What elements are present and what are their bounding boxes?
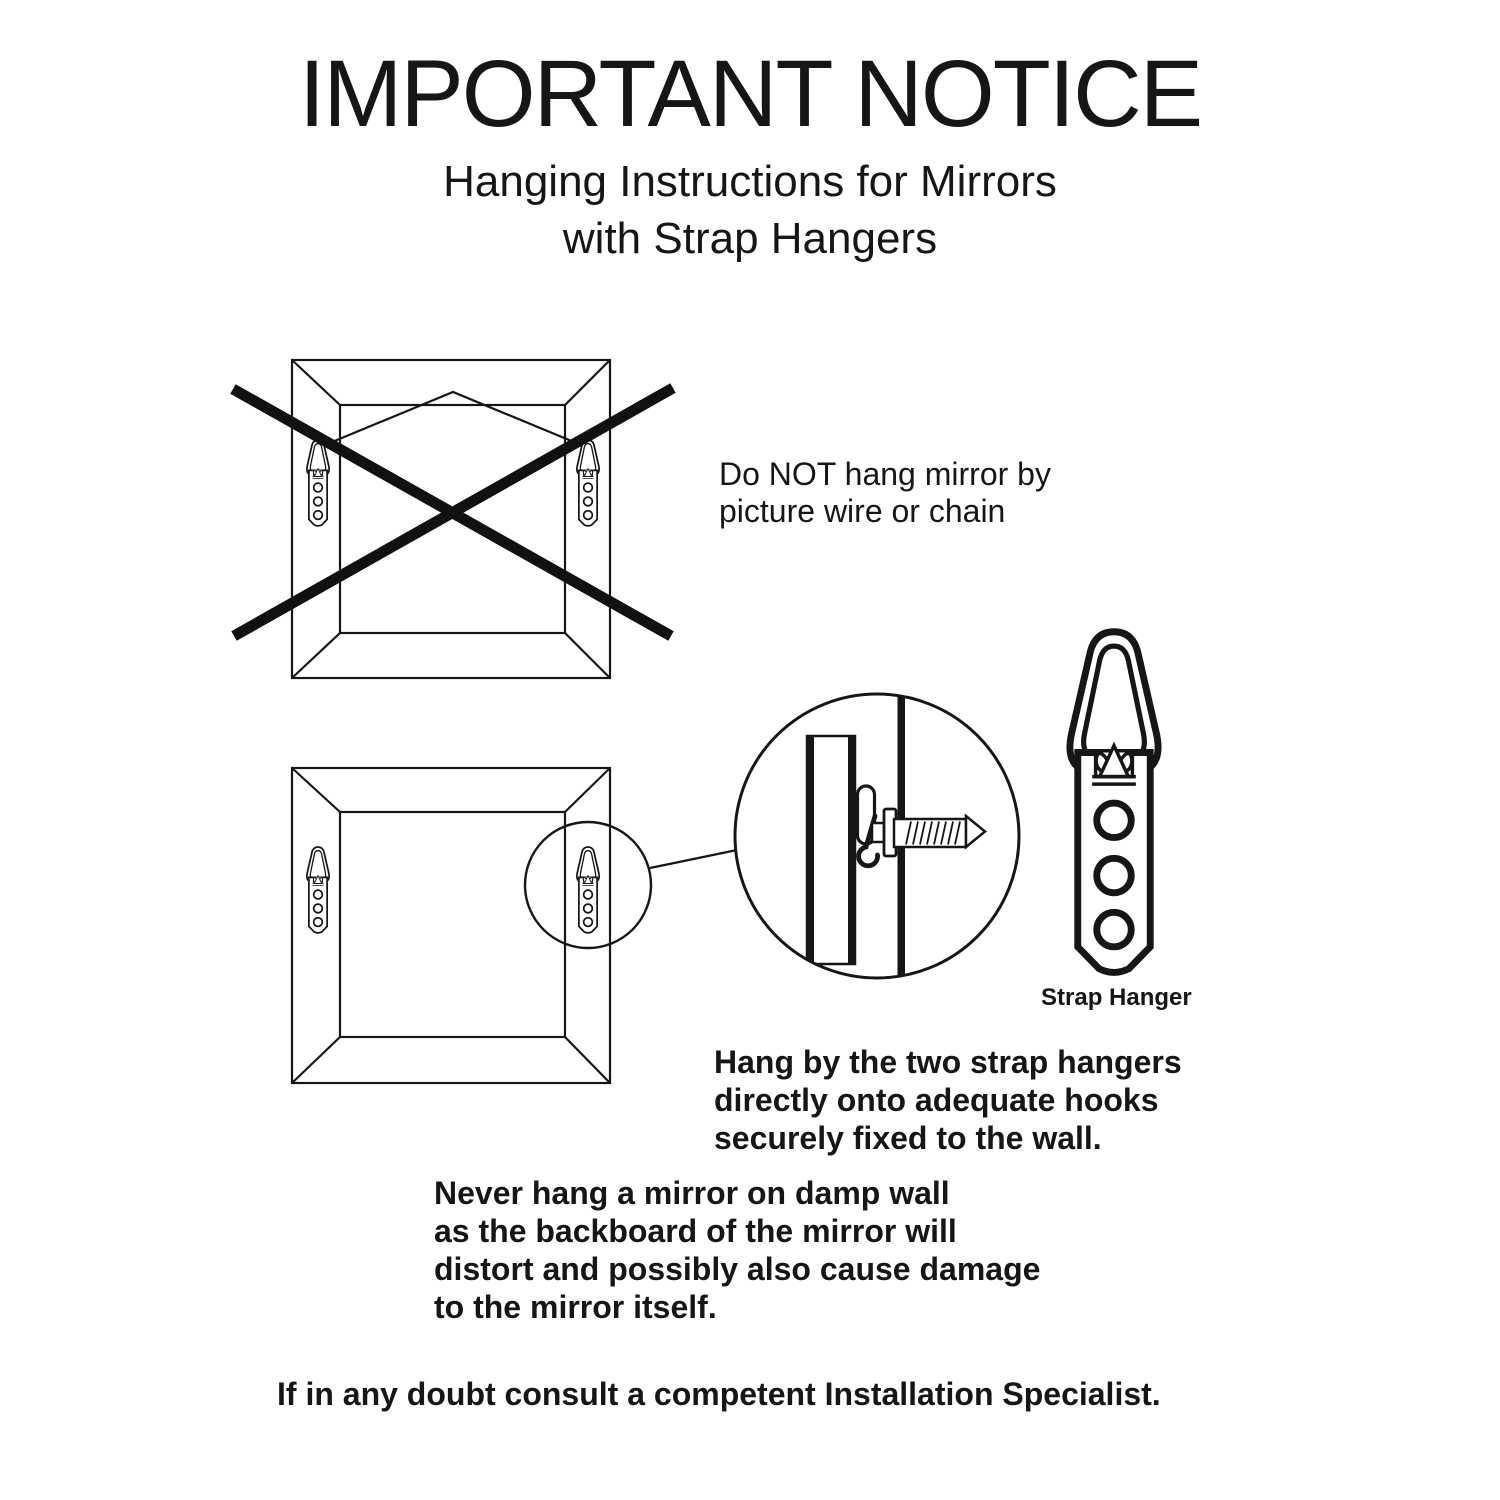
note-line: picture wire or chain xyxy=(719,493,1006,529)
note-line: distort and possibly also cause damage xyxy=(434,1251,1041,1287)
frame-cross-section xyxy=(807,736,855,964)
mirror-frame-inner xyxy=(340,812,565,1037)
note-line: as the backboard of the mirror will xyxy=(434,1213,957,1249)
note-line: directly onto adequate hooks xyxy=(714,1082,1159,1118)
strap-hanger-icon xyxy=(577,847,599,933)
subtitle-line-2: with Strap Hangers xyxy=(562,214,938,263)
note-hang-by-straps xyxy=(714,1043,1182,1157)
note-line: Do NOT hang mirror by xyxy=(719,456,1051,492)
correct-mirror-diagram xyxy=(292,768,610,1083)
strap-hanger-icon xyxy=(307,847,329,933)
note-do-not-hang xyxy=(719,456,1051,530)
callout-connector-line xyxy=(650,850,737,868)
page-subtitle xyxy=(0,153,1500,267)
note-line: Never hang a mirror on damp wall xyxy=(434,1175,950,1211)
strap-hanger-label: Strap Hanger xyxy=(1041,984,1192,1011)
strap-hanger-icon xyxy=(577,440,599,526)
magnifier-circle-icon xyxy=(735,688,1019,984)
strap-hanger-icon-large xyxy=(1070,632,1158,973)
note-never-damp-wall xyxy=(434,1174,1040,1326)
note-line: to the mirror itself. xyxy=(434,1289,717,1325)
footer-advice: If in any doubt consult a competent Installation Specialist. xyxy=(277,1376,1161,1412)
note-line: securely fixed to the wall. xyxy=(714,1120,1102,1156)
picture-wire-icon xyxy=(320,392,586,447)
note-line: Hang by the two strap hangers xyxy=(714,1044,1182,1080)
prohibition-cross-icon xyxy=(233,388,673,636)
page-title: IMPORTANT NOTICE xyxy=(298,41,1202,147)
subtitle-line-1: Hanging Instructions for Mirrors xyxy=(443,157,1057,206)
strap-hanger-icon xyxy=(307,440,329,526)
